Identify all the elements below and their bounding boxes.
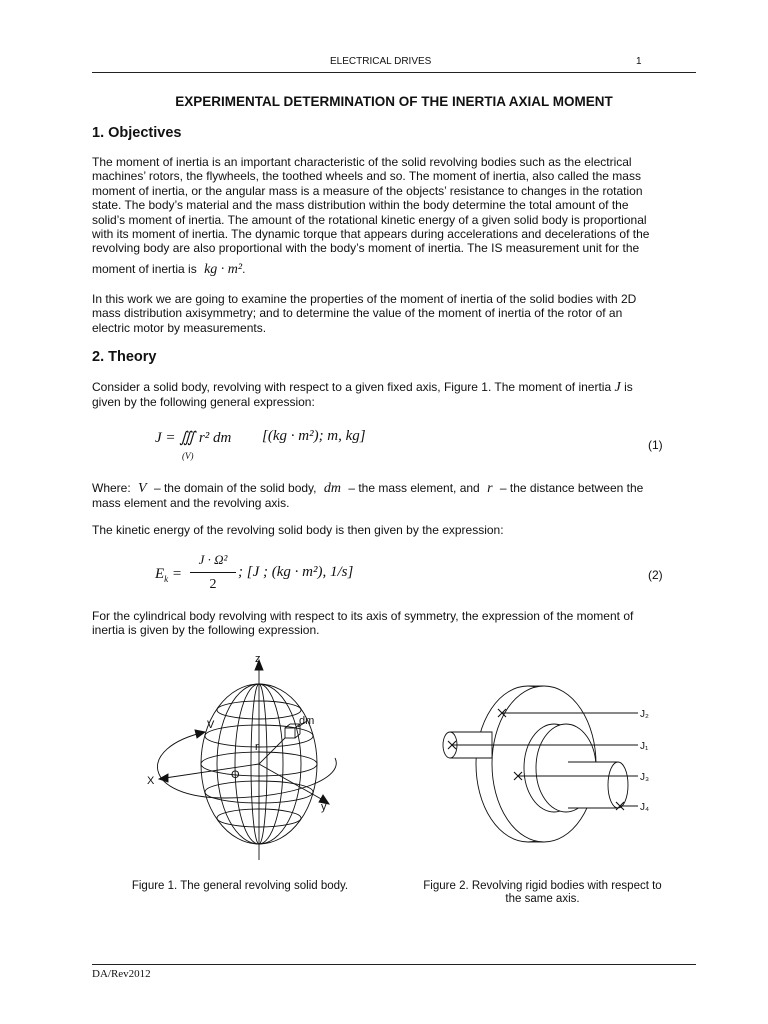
- period: .: [242, 261, 246, 276]
- mass-element: [285, 728, 295, 738]
- section-heading-theory: 2. Theory: [92, 349, 157, 365]
- text-fragment: – the domain of the solid body,: [153, 481, 317, 495]
- domain-label: V: [207, 719, 215, 731]
- kinetic-energy-sentence: The kinetic energy of the revolving solid body is then given by the expression:: [92, 523, 504, 537]
- origin-label: O: [231, 769, 240, 781]
- page-number: 1: [636, 56, 642, 67]
- document-title: EXPERIMENTAL DETERMINATION OF THE INERTIA AXIAL MOMENT: [175, 94, 613, 109]
- equation-1-units: [(kg · m²); m, kg]: [262, 428, 366, 444]
- text-fragment: – the distance between the: [499, 481, 644, 495]
- theory-paragraph-1: [92, 380, 696, 410]
- text-fragment: Where:: [92, 481, 131, 495]
- equation-2-number: (2): [648, 568, 663, 582]
- text-line: machines’ rotors, the flywheels, the toothed wheels and so. The moment of inertia, also called the mass: [92, 169, 641, 184]
- equation-1-domain: (V): [182, 451, 194, 461]
- r-vector: [259, 738, 285, 764]
- objectives-paragraph-1: [92, 155, 696, 277]
- text-line: In this work we are going to examine the properties of the moment of inertia of the solid bodies with 2D: [92, 292, 637, 306]
- text-line: mass element and the revolving axis.: [92, 496, 290, 511]
- running-header-title: ELECTRICAL DRIVES: [330, 56, 432, 67]
- figure-1-revolving-body: [135, 648, 360, 870]
- header-rule: [92, 72, 696, 73]
- text-line: state. The body’s material and the mass distribution within the body determine the total amount of the: [92, 198, 629, 213]
- symbol-J: J: [614, 380, 621, 395]
- text-line: [92, 481, 696, 496]
- y-label: y: [321, 801, 327, 813]
- text-line: with its moment of inertia. The dynamic torque that appears during accelerations and decelerations of the: [92, 227, 650, 242]
- text-line: electric motor by measurements.: [92, 320, 267, 335]
- symbol-V: V: [138, 481, 147, 496]
- symbol-r: r: [487, 481, 493, 496]
- x-axis-arrow: [159, 774, 168, 782]
- right-shaft-end: [608, 762, 628, 808]
- equation-2-denominator: 2: [209, 577, 217, 592]
- equation-1-number: (1): [648, 438, 663, 452]
- j4-label: J₄: [640, 802, 650, 813]
- text-line: revolving body are also proportional with the body’s moment of inertia. The IS measurement unit for the: [92, 241, 640, 256]
- caption-line: the same axis.: [505, 893, 580, 905]
- objectives-paragraph-2: [92, 292, 696, 335]
- text-line: For the cylindrical body revolving with respect to its axis of symmetry, the expression of the moment of: [92, 609, 634, 623]
- where-paragraph: [92, 481, 696, 511]
- symbol-E: E: [155, 566, 165, 582]
- text-fragment: moment of inertia is: [92, 261, 197, 276]
- caption-line: Figure 2. Revolving rigid bodies with respect to: [423, 880, 662, 892]
- section-heading-objectives: 1. Objectives: [92, 125, 182, 141]
- z-label: z: [255, 653, 261, 665]
- figure-2-caption: [400, 880, 685, 906]
- equation-2-numerator: J · Ω²: [198, 552, 228, 567]
- symbol-dm: dm: [323, 481, 341, 496]
- figure-1-caption: Figure 1. The general revolving solid body.: [131, 880, 349, 892]
- y-axis: [259, 764, 323, 800]
- j3-label: J₃: [640, 772, 650, 783]
- si-unit: kg · m²: [204, 261, 243, 277]
- j1-label: J₁: [640, 741, 649, 752]
- rotation-arrow: [195, 730, 205, 738]
- x-label: X: [147, 775, 155, 787]
- j2-label: J₂: [640, 709, 649, 720]
- text-line: given by the following general expression:: [92, 395, 315, 410]
- cylinder-paragraph: [92, 609, 696, 638]
- text-line: mass distribution axisymmetry; and to determine the value of the moment of inertia of the rotor of an: [92, 306, 623, 321]
- text-line: moment of inertia, or the angular mass is a measure of the objects’ resistance to changes in the rotation: [92, 183, 643, 198]
- text-line-with-unit: [92, 262, 696, 277]
- equation-2-lhs: $E_k$ =: [155, 566, 183, 584]
- footer-revision: DA/Rev2012: [92, 968, 151, 980]
- text-line: The moment of inertia is an important characteristic of the solid revolving bodies such as the electrical: [92, 155, 632, 169]
- footer-rule: [92, 964, 696, 965]
- figure-2-coaxial-bodies: [432, 668, 662, 858]
- text-line: solid’s moment of inertia. The amount of the rotational kinetic energy of a given solid body is proportional: [92, 212, 647, 227]
- dm-label: dm: [299, 715, 315, 727]
- text-fragment: Consider a solid body, revolving with respect to a given fixed axis, Figure 1. The moment of inertia: [92, 380, 612, 394]
- r-label: r: [255, 741, 259, 753]
- symbol-E-subscript: k: [164, 574, 169, 584]
- equation-1-expression: J = ∭ r² dm: [155, 430, 232, 446]
- equation-2-units: ; [J ; (kg · m²), 1/s]: [238, 564, 354, 580]
- text-fragment: is: [624, 380, 633, 394]
- fraction-bar: [190, 572, 236, 573]
- text-line: inertia is given by the following expression.: [92, 623, 320, 638]
- text-line: [92, 380, 696, 395]
- text-fragment: – the mass element, and: [348, 481, 480, 495]
